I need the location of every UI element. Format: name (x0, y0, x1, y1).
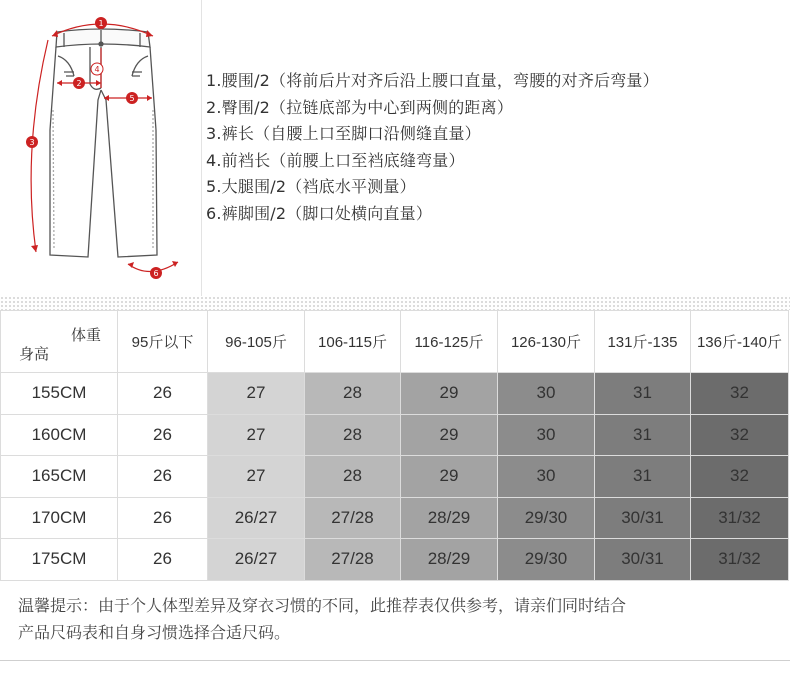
column-header: 106-115斤 (305, 311, 401, 373)
column-header: 136斤-140斤 (691, 311, 789, 373)
table-row (1, 539, 789, 581)
column-header: 116-125斤 (401, 311, 498, 373)
size-cell: 29 (401, 456, 498, 498)
size-cell: 32 (691, 456, 789, 498)
tip-line-2: 产品尺码表和自身习惯选择合适尺码。 (18, 623, 291, 642)
corner-weight-label: 体重 (70, 327, 101, 344)
size-cell: 31 (595, 373, 691, 415)
size-cell: 26/27 (208, 539, 305, 581)
table-header-row (1, 311, 789, 373)
size-cell: 32 (691, 373, 789, 415)
size-cell: 30/31 (595, 497, 691, 539)
size-cell: 32 (691, 414, 789, 456)
size-cell: 30 (498, 456, 595, 498)
marker-5-label: 5 (129, 94, 135, 103)
instruction-length: 3.裤长（自腰上口至脚口沿侧缝直量） (206, 124, 481, 143)
instruction-waist: 1.腰围/2（将前后片对齐后沿上腰口直量，弯腰的对齐后弯量） (206, 71, 659, 90)
row-height-label: 165CM (1, 456, 118, 498)
size-cell: 26 (118, 373, 208, 415)
table-row (1, 497, 789, 539)
size-cell: 31/32 (691, 497, 789, 539)
size-cell: 30 (498, 414, 595, 456)
instruction-hip: 2.臀围/2（拉链底部为中心到两侧的距离） (206, 97, 514, 117)
table-row (1, 373, 789, 415)
size-cell: 27/28 (305, 497, 401, 539)
size-cell: 27 (208, 373, 305, 415)
marker-2-label: 2 (76, 79, 82, 88)
corner-height-label: 身高 (19, 346, 50, 363)
pants-diagram (0, 0, 202, 296)
size-cell: 26 (118, 414, 208, 456)
column-header: 131斤-135 (595, 311, 691, 373)
marker-1-label: 1 (98, 19, 104, 28)
row-height-label: 170CM (1, 497, 118, 539)
instruction-hem: 6.裤脚围/2（脚口处横向直量） (206, 203, 433, 223)
size-cell: 29/30 (498, 539, 595, 581)
measurement-guide (0, 0, 790, 296)
size-cell: 28/29 (401, 497, 498, 539)
size-cell: 30 (498, 373, 595, 415)
pants-illustration (0, 0, 202, 296)
separator-band (0, 296, 790, 310)
size-cell: 30/31 (595, 539, 691, 581)
instruction-front-rise: 4.前裆长（前腰上口至裆底缝弯量） (206, 150, 465, 170)
marker-6-label: 6 (153, 269, 159, 278)
row-height-label: 175CM (1, 539, 118, 581)
size-cell: 26 (118, 497, 208, 539)
table-row (1, 456, 789, 498)
row-height-label: 155CM (1, 373, 118, 415)
size-table (0, 310, 789, 581)
size-cell: 27/28 (305, 539, 401, 581)
size-cell: 29/30 (498, 497, 595, 539)
size-cell: 27 (208, 414, 305, 456)
size-cell: 29 (401, 414, 498, 456)
column-header: 96-105斤 (208, 311, 305, 373)
size-cell: 28 (305, 373, 401, 415)
size-cell: 28 (305, 414, 401, 456)
marker-4-label: 4 (94, 65, 100, 74)
instruction-thigh: 5.大腿围/2（裆底水平测量） (206, 177, 416, 196)
size-cell: 26/27 (208, 497, 305, 539)
tip-text (18, 592, 778, 646)
size-cell: 31 (595, 456, 691, 498)
size-cell: 26 (118, 456, 208, 498)
row-height-label: 160CM (1, 414, 118, 456)
bottom-divider (0, 660, 790, 661)
size-cell: 29 (401, 373, 498, 415)
table-corner (1, 311, 118, 373)
size-cell: 31 (595, 414, 691, 456)
column-header: 126-130斤 (498, 311, 595, 373)
measurement-instructions (206, 68, 659, 227)
table-row (1, 414, 789, 456)
marker-3-label: 3 (29, 138, 35, 147)
size-cell: 28 (305, 456, 401, 498)
size-cell: 28/29 (401, 539, 498, 581)
size-cell: 26 (118, 539, 208, 581)
size-cell: 31/32 (691, 539, 789, 581)
size-cell: 27 (208, 456, 305, 498)
tip-line-1: 温馨提示：由于个人体型差异及穿衣习惯的不同，此推荐表仅供参考，请亲们同时结合 (18, 596, 627, 615)
column-header: 95斤以下 (118, 311, 208, 373)
